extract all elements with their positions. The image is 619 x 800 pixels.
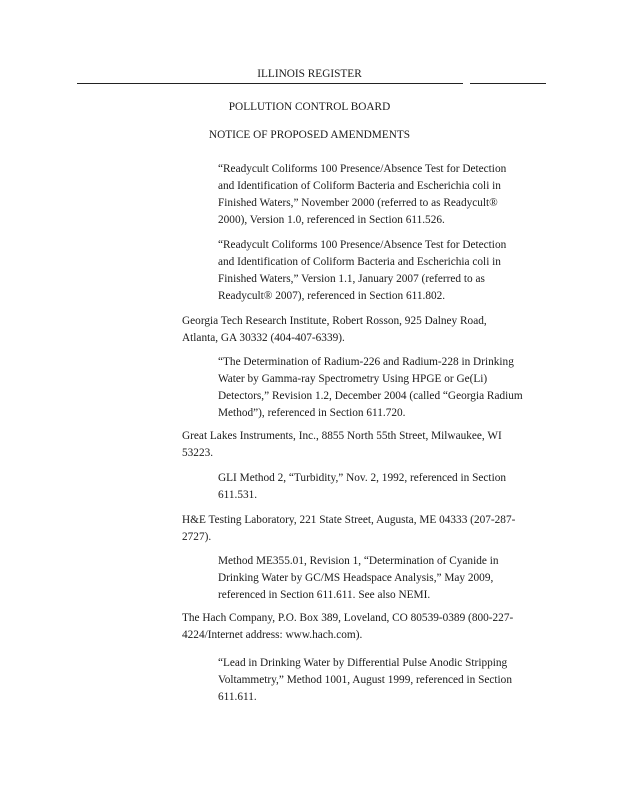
text-line: 4224/Internet address: www.hach.com). xyxy=(182,629,363,641)
text-line: 2000), Version 1.0, referenced in Section 611.526. xyxy=(218,214,445,226)
header-rule-short xyxy=(470,83,546,84)
source-entry-hach xyxy=(182,610,548,644)
text-line: H&E Testing Laboratory, 221 State Street, Augusta, ME 04333 (207-287- xyxy=(182,514,516,526)
source-entry-he-testing xyxy=(182,512,548,546)
reference-entry-me355 xyxy=(218,553,548,604)
register-title: ILLINOIS REGISTER xyxy=(257,68,362,80)
text-line: Method”), referenced in Section 611.720. xyxy=(218,407,406,419)
reference-entry-georgia-radium xyxy=(218,354,548,422)
notice-title: NOTICE OF PROPOSED AMENDMENTS xyxy=(208,129,411,141)
text-line: and Identification of Coliform Bacteria and Escherichia coli in xyxy=(218,180,501,192)
text-line: referenced in Section 611.611. See also NEMI. xyxy=(218,589,431,601)
text-line: Atlanta, GA 30332 (404-407-6339). xyxy=(182,332,345,344)
text-line: Voltammetry,” Method 1001, August 1999, referenced in Section xyxy=(218,674,512,686)
text-line: Detectors,” Revision 1.2, December 2004 (called “Georgia Radium xyxy=(218,390,523,402)
text-line: Water by Gamma-ray Spectrometry Using HPGE or Ge(Li) xyxy=(218,373,488,385)
text-line: “The Determination of Radium-226 and Radium-228 in Drinking xyxy=(218,356,514,368)
board-name: POLLUTION CONTROL BOARD xyxy=(228,101,391,113)
text-line: 611.531. xyxy=(218,489,258,501)
text-line: “Lead in Drinking Water by Differential Pulse Anodic Stripping xyxy=(218,657,508,669)
text-line: Method ME355.01, Revision 1, “Determination of Cyanide in xyxy=(218,555,499,567)
text-line: Readycult® 2007), referenced in Section 611.802. xyxy=(218,290,446,302)
text-line: 2727). xyxy=(182,531,212,543)
text-line: Finished Waters,” November 2000 (referred to as Readycult® xyxy=(218,197,498,209)
text-line: and Identification of Coliform Bacteria and Escherichia coli in xyxy=(218,256,501,268)
text-line: Drinking Water by GC/MS Headspace Analysis,” May 2009, xyxy=(218,572,494,584)
text-line: 611.611. xyxy=(218,691,257,703)
header-rule xyxy=(77,83,463,84)
reference-entry-readycult-2000 xyxy=(218,161,548,229)
text-line: 53223. xyxy=(182,447,214,459)
reference-entry-gli-method-2 xyxy=(218,470,548,504)
text-line: Great Lakes Instruments, Inc., 8855 North 55th Street, Milwaukee, WI xyxy=(182,430,502,442)
source-entry-great-lakes xyxy=(182,428,548,462)
text-line: Georgia Tech Research Institute, Robert Rosson, 925 Dalney Road, xyxy=(182,315,487,327)
text-line: The Hach Company, P.O. Box 389, Loveland, CO 80539-0389 (800-227- xyxy=(182,612,514,624)
text-line: “Readycult Coliforms 100 Presence/Absence Test for Detection xyxy=(218,163,507,175)
text-line: “Readycult Coliforms 100 Presence/Absence Test for Detection xyxy=(218,239,507,251)
text-line: Finished Waters,” Version 1.1, January 2007 (referred to as xyxy=(218,273,485,285)
source-entry-georgia-tech xyxy=(182,313,548,347)
reference-entry-readycult-2007 xyxy=(218,237,548,305)
text-line: GLI Method 2, “Turbidity,” Nov. 2, 1992, referenced in Section xyxy=(218,472,507,484)
reference-entry-hach-method-1001 xyxy=(218,655,548,706)
